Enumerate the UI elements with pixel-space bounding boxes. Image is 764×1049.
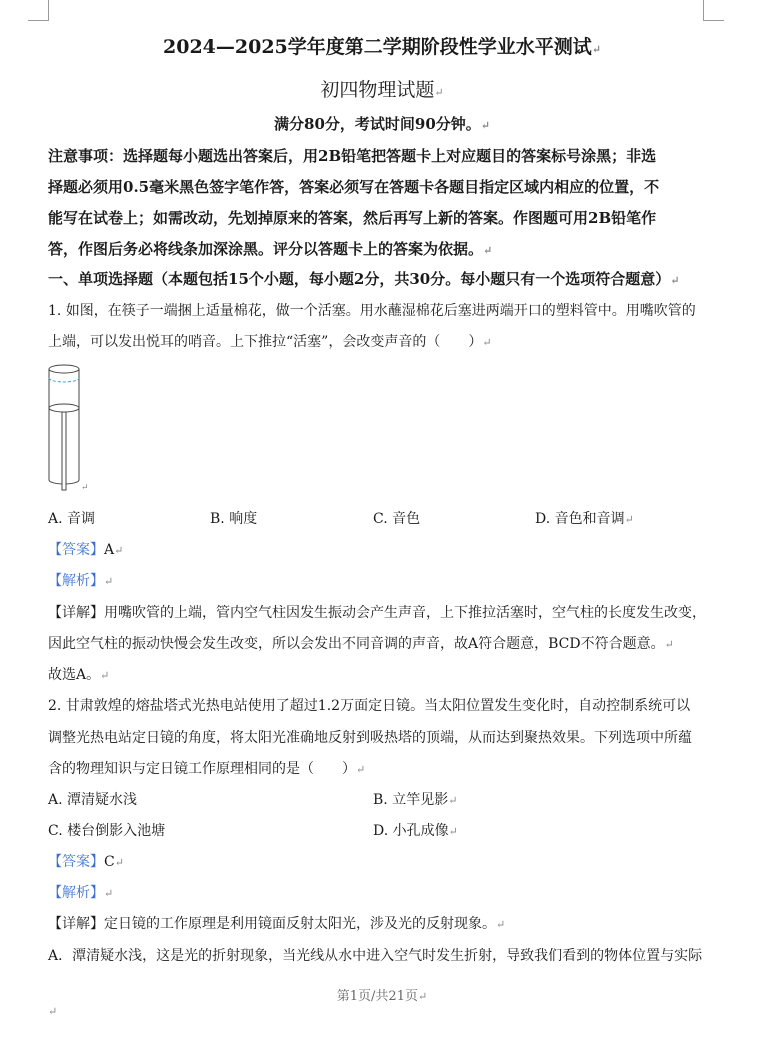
q1-detail: 【详解】用嘴吹管的上端，管内空气柱因发生振动会产生声音，上下推拉活塞时，空气柱的长度发生改变，: [48, 605, 706, 621]
question-2-text: 调整光热电站定日镜的角度，将太阳光准确地反射到吸热塔的顶端，从而达到聚热效果。下列选项中所蕴: [48, 730, 692, 746]
notice-line: 择题必须用0.5毫米黑色签字笔作答，答案必须写在答题卡各题目指定区域内相应的位置，不: [48, 178, 660, 196]
section-heading: 一、单项选择题（本题包括15个小题，每小题2分，共30分。每小题只有一个选项符合题意）↵: [48, 270, 680, 288]
q1-option-b: B. 响度: [210, 511, 258, 527]
question-2-text: 含的物理知识与定日镜工作原理相同的是（ ）↵: [48, 761, 366, 777]
score-info: 满分80分，考试时间90分钟。↵: [274, 115, 490, 133]
q1-option-d: D. 音色和音调↵: [535, 511, 634, 527]
q2-option-c: C. 楼台倒影入池塘: [48, 823, 166, 839]
notice-line: 答，作图后务必将线条加深涂黑。评分以答题卡上的答案为依据。↵: [48, 240, 493, 258]
q2-analysis: 【解析】↵: [48, 885, 114, 901]
crop-mark-top-left: [28, 0, 49, 21]
page-subtitle: 初四物理试题↵: [320, 79, 444, 101]
figure-para-mark: ↵: [81, 483, 89, 493]
q2-answer: 【答案】C↵: [48, 854, 124, 870]
q1-option-a: A. 音调: [48, 511, 96, 527]
question-2-text: 2. 甘肃敦煌的熔盐塔式光热电站使用了超过1.2万面定日镜。当太阳位置发生变化时，自动控制系统可以: [48, 698, 691, 714]
q1-detail: 因此空气柱的振动快慢会发生改变，所以会发出不同音调的声音，故A符合题意，BCD不符合题意。↵: [48, 636, 674, 652]
q1-answer: 【答案】A↵: [48, 542, 124, 558]
q2-detail: A．潭清疑水浅，这是光的折射现象，当光线从水中进入空气时发生折射，导致我们看到的物体位置与实际: [48, 948, 703, 964]
chopstick: [62, 412, 66, 490]
end-para-mark: ↵: [48, 1005, 58, 1018]
question-1-text: 1. 如图，在筷子一端捆上适量棉花，做一个活塞。用水蘸湿棉花后塞进两端开口的塑料管中。用嘴吹管的: [48, 303, 696, 319]
q1-option-c: C. 音色: [373, 511, 421, 527]
page-footer: 第1页/共21页↵: [336, 989, 428, 1004]
piston: [49, 404, 79, 412]
q2-option-a: A. 潭清疑水浅: [48, 792, 138, 808]
tube-top-rim: [49, 365, 79, 373]
crop-mark-top-right: [703, 0, 724, 21]
notice-line: 能写在试卷上；如需改动，先划掉原来的答案，然后再写上新的答案。作图题可用2B铅笔作: [48, 209, 657, 227]
water-surface: [49, 378, 79, 382]
page-title: 2024—2025学年度第二学期阶段性学业水平测试↵: [163, 36, 601, 58]
notice-line: 注意事项：选择题每小题选出答案后，用2B铅笔把答题卡上对应题目的答案标号涂黑；非选: [48, 147, 657, 165]
q2-option-b: B. 立竿见影↵: [373, 792, 458, 808]
question-1-text: 上端，可以发出悦耳的哨音。上下推拉“活塞”，会改变声音的（ ）↵: [48, 334, 492, 350]
q2-detail: 【详解】定日镜的工作原理是利用镜面反射太阳光，涉及光的反射现象。↵: [48, 916, 506, 932]
q1-analysis: 【解析】↵: [48, 573, 114, 589]
q2-option-d: D. 小孔成像↵: [373, 823, 458, 839]
q1-conclusion: 故选A。↵: [48, 667, 110, 683]
tube-piston-figure: [44, 358, 92, 498]
